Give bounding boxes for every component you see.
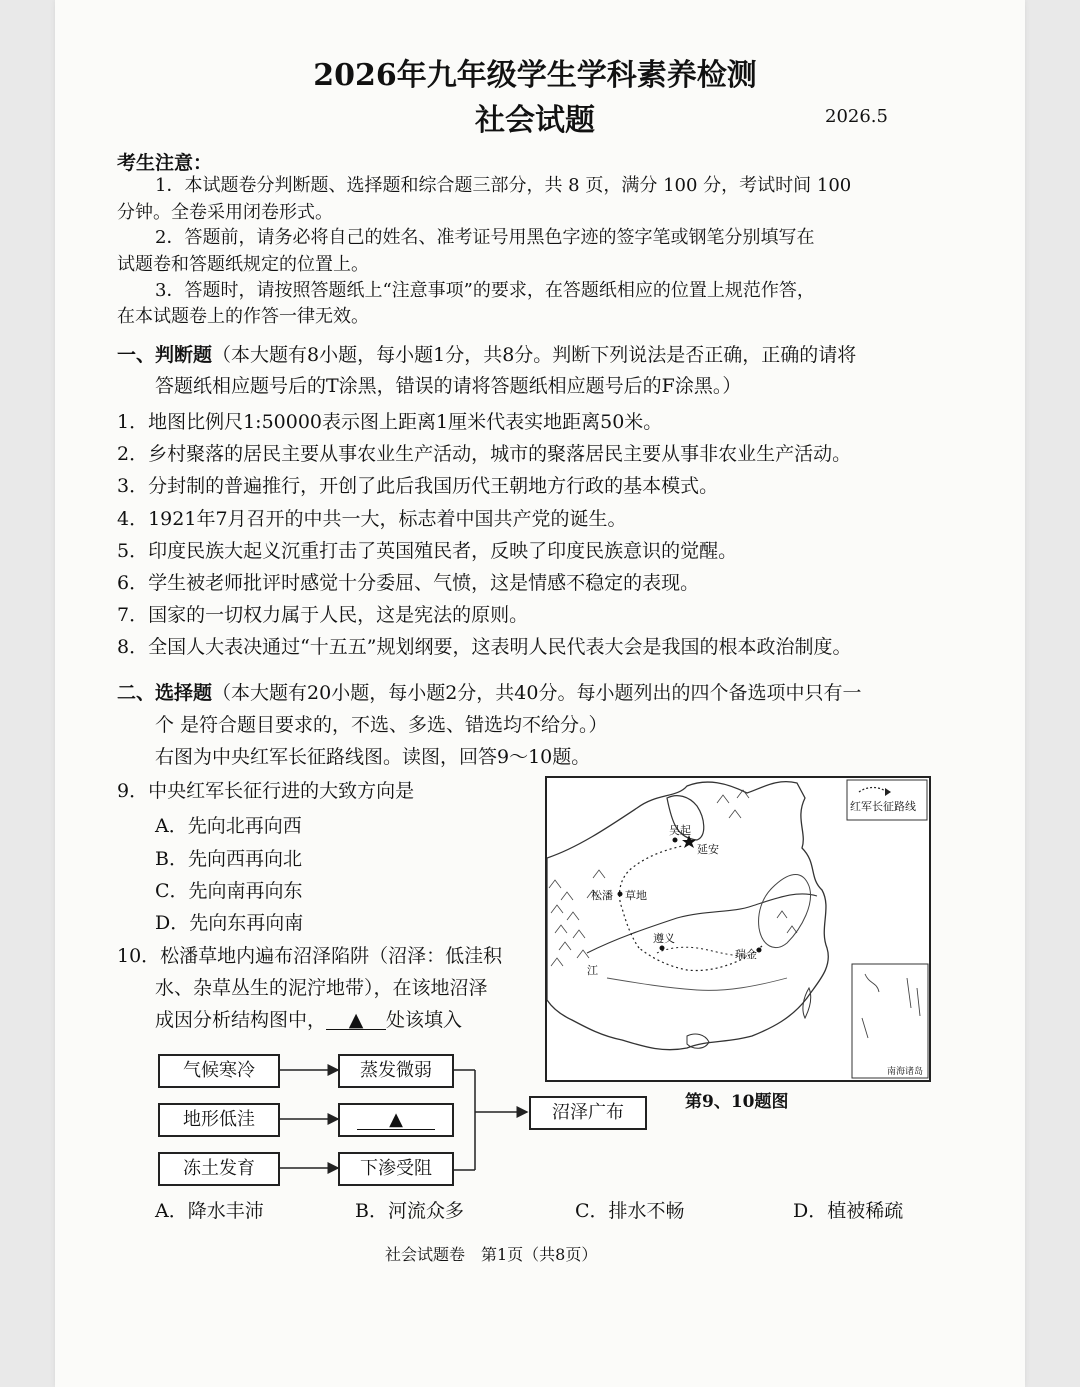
section2-desc2: 个 是符合题目要求的，不选、多选、错选均不给分。） xyxy=(155,714,608,736)
map-svg xyxy=(547,778,929,1080)
hainan-island xyxy=(687,1034,709,1048)
ruijin-dot xyxy=(757,948,762,953)
q10-stem-line1: 10．松潘草地内遍布沼泽陷阱（沼泽：低洼积 xyxy=(117,945,503,967)
long-march-map xyxy=(545,776,931,1082)
exam-title: 2026年九年级学生学科素养检测 xyxy=(313,58,757,93)
section2-desc: （本大题有20小题，每小题2分，共40分。每小题列出的四个备选项中只有一 xyxy=(212,682,862,704)
inset-label: 南海诸岛 xyxy=(887,1067,924,1077)
q10-blank: ▲ xyxy=(326,1011,386,1030)
river-south xyxy=(607,978,787,990)
notice-line: 2．答题前，请务必将自己的姓名、准考证号用黑色字迹的签字笔或钢笔分别填写在 xyxy=(155,227,815,248)
diagram-blank-mark: ▲ xyxy=(357,1111,435,1130)
q10-option-d[interactable]: D．植被稀疏 xyxy=(793,1200,904,1222)
judge-item: 2．乡村聚落的居民主要从事农业生产活动，城市的聚落居民主要从事非农业生产活动。 xyxy=(117,443,852,465)
notice-line: 试题卷和答题纸规定的位置上。 xyxy=(117,254,369,275)
q10-stem-part: 成因分析结构图中， xyxy=(155,1009,327,1031)
zunyi-dot xyxy=(660,946,665,951)
page-footer: 社会试题卷 第1页（共8页） xyxy=(385,1245,598,1264)
notice-heading: 考生注意： xyxy=(117,152,213,174)
judge-item: 1．地图比例尺1:50000表示图上距离1厘米代表实地距离50米。 xyxy=(117,411,663,433)
taiwan-island xyxy=(803,988,811,1018)
place-ruijin: 瑞金 xyxy=(735,948,757,961)
judge-item: 6．学生被老师批评时感觉十分委屈、气愤，这是情感不稳定的表现。 xyxy=(117,572,700,594)
yangtze-river xyxy=(587,894,817,953)
effect-box-infiltration: 下渗受阻 xyxy=(338,1152,454,1186)
notice-line: 3．答题时，请按照答题纸上“注意事项”的要求，在答题纸相应的位置上规范作答， xyxy=(155,280,815,301)
q9-option-d[interactable]: D．先向东再向南 xyxy=(155,912,304,934)
q10-option-b[interactable]: B．河流众多 xyxy=(355,1200,464,1222)
section2-title: 二、选择题 xyxy=(117,682,213,704)
cause-box-frozen-soil: 冻土发育 xyxy=(158,1152,280,1186)
map-legend-label: 红军长征路线 xyxy=(850,800,916,813)
judge-item: 7．国家的一切权力属于人民，这是宪法的原则。 xyxy=(117,604,529,626)
south-sea-inset xyxy=(852,964,928,1078)
q9-option-c[interactable]: C．先向南再向东 xyxy=(155,880,303,902)
notice-line: 分钟。全卷采用闭卷形式。 xyxy=(117,202,333,223)
effect-box-blank xyxy=(338,1103,454,1137)
q10-option-a[interactable]: A．降水丰沛 xyxy=(155,1200,264,1222)
exam-date: 2026.5 xyxy=(825,106,888,127)
section2-heading xyxy=(117,678,861,709)
effect-box-evaporation: 蒸发微弱 xyxy=(338,1054,454,1088)
section1-desc: （本大题有8小题，每小题1分，共8分。判断下列说法是否正确，正确的请将 xyxy=(212,344,857,366)
map-caption: 第9、10题图 xyxy=(685,1092,789,1112)
exam-paper xyxy=(55,0,1025,1387)
judge-item: 5．印度民族大起义沉重打击了英国殖民者，反映了印度民族意识的觉醒。 xyxy=(117,540,738,562)
march-route-zunyi xyxy=(657,947,747,956)
notice-line: 在本试题卷上的作答一律无效。 xyxy=(117,306,369,327)
notice-line: 1．本试题卷分判断题、选择题和综合题三部分，共 8 页，满分 100 分，考试时间 100 xyxy=(155,175,852,196)
q9-option-a[interactable]: A．先向北再向西 xyxy=(155,815,302,837)
place-wuqi: 吴起 xyxy=(669,824,691,837)
q10-option-c[interactable]: C．排水不畅 xyxy=(575,1200,685,1222)
place-zunyi: 遵义 xyxy=(653,932,675,945)
q10-stem-line2: 水、杂草丛生的泥泞地带），在该地沼泽 xyxy=(155,977,488,999)
section1-desc2: 答题纸相应题号后的T涂黑，错误的请将答题纸相应题号后的F涂黑。） xyxy=(155,375,742,397)
map-intro: 右图为中央红军长征路线图。读图，回答9～10题。 xyxy=(155,746,591,768)
q9-stem: 9．中央红军长征行进的大致方向是 xyxy=(117,780,415,802)
q9-option-b[interactable]: B．先向西再向北 xyxy=(155,848,302,870)
cause-box-terrain: 地形低洼 xyxy=(158,1103,280,1137)
place-songpan: 松潘 xyxy=(591,889,613,902)
wuqi-dot xyxy=(673,838,678,843)
q10-stem-line3 xyxy=(155,1004,462,1036)
place-yanan: 延安 xyxy=(697,843,719,856)
river-label: 江 xyxy=(587,964,598,977)
exam-subtitle: 社会试题 xyxy=(475,103,595,138)
section1-heading xyxy=(117,340,856,371)
southeast-hills xyxy=(759,874,811,947)
q10-stem-part: 处该填入 xyxy=(386,1009,463,1031)
section1-title: 一、判断题 xyxy=(117,344,213,366)
cause-box-climate: 气候寒冷 xyxy=(158,1054,280,1088)
judge-item: 3．分封制的普遍推行，开创了此后我国历代王朝地方行政的基本模式。 xyxy=(117,475,719,497)
place-caodi: 草地 xyxy=(625,889,647,902)
result-box-swamp: 沼泽广布 xyxy=(529,1096,647,1130)
judge-item: 8．全国人大表决通过“十五五”规划纲要，这表明人民代表大会是我国的根本政治制度。 xyxy=(117,636,852,658)
judge-item: 4．1921年7月召开的中共一大，标志着中国共产党的诞生。 xyxy=(117,508,627,530)
songpan-dot xyxy=(618,892,623,897)
